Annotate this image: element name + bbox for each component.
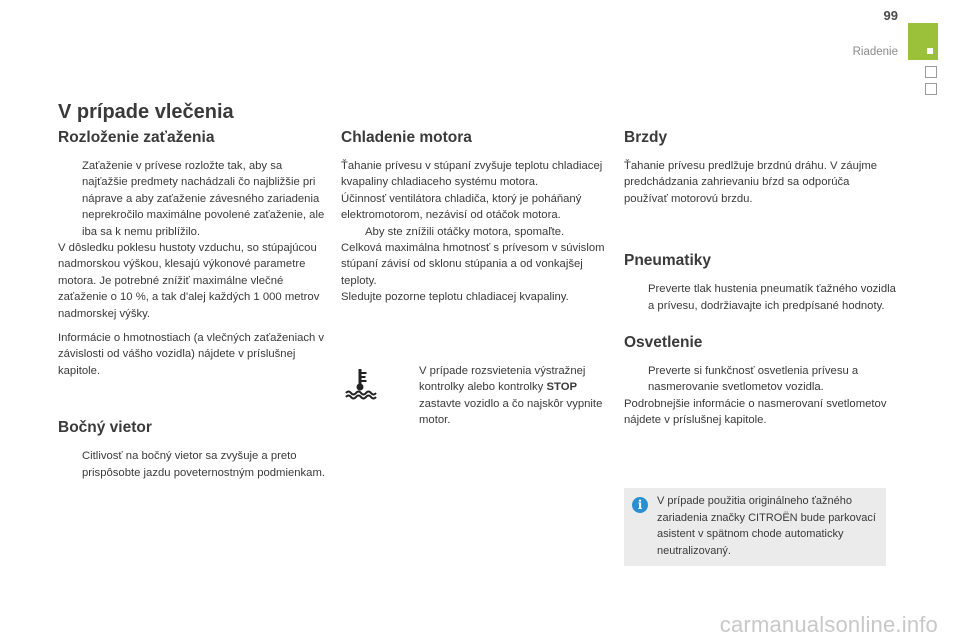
paragraph: Podrobnejšie informácie o nasmerovaní svetlometov nájdete v príslušnej kapitole. bbox=[624, 397, 887, 427]
bullet-text bbox=[419, 363, 605, 429]
bullet-text: Citlivosť na bočný vietor sa zvyšuje a preto prispôsobte jazdu poveternostným podmienkam. bbox=[82, 450, 326, 479]
bullet-item bbox=[395, 363, 605, 429]
heading-brakes: Brzdy bbox=[624, 129, 668, 146]
bullet-item bbox=[624, 281, 896, 314]
paragraph: Informácie o hmotnostiach (a vlečných zaťaženiach v závislosti od vášho vozidla) nájdete v príslušnej kapitole. bbox=[58, 332, 325, 377]
page-number: 99 bbox=[883, 8, 898, 23]
chapter-marker-box bbox=[925, 83, 937, 95]
section-name: Riadenie bbox=[852, 46, 898, 58]
paragraph: Ťahanie prívesu predlžuje brzdnú dráhu. V záujme predchádzania zahrievaniu bŕzd sa odporúča používať motorovú brzdu. bbox=[624, 160, 878, 205]
info-note bbox=[624, 488, 886, 566]
bullet-text: Preverte tlak hustenia pneumatík ťažného vozidla a prívesu, dodržiavajte ich predpísané hodnoty. bbox=[648, 283, 896, 312]
paragraph: V dôsledku poklesu hustoty vzduchu, so stúpajúcou nadmorskou výškou, klesajú výkonové parametre motora. Je potrebné znížiť maximálne vlečné zaťaženie o 10 %, a tak d'alej každých 1 000 metrov nadmorskej výšky. bbox=[58, 242, 320, 320]
paragraph: Sledujte pozorne teplotu chladiacej kvapaliny. bbox=[341, 291, 569, 304]
bullet-item bbox=[341, 224, 613, 240]
heading-lighting: Osvetlenie bbox=[624, 334, 703, 352]
bullet-marker bbox=[58, 448, 82, 481]
paragraph: Účinnosť ventilátora chladiča, ktorý je poháňaný elektromotorom, nezávisí od otáčok motora. bbox=[341, 192, 582, 222]
paragraph: Celková maximálna hmotnosť s prívesom v súvislom stúpaní závisí od sklonu stúpania a od vonkajšej teploty. bbox=[341, 242, 605, 287]
bullet-text: Zaťaženie v prívese rozložte tak, aby sa najťažšie predmety nachádzali čo najbližšie pri náprave a aby zaťaženie závesného zariadenia neprekročilo maximálne povolené zaťaženie, ale iba sa k nemu priblížilo. bbox=[82, 160, 325, 238]
heading-crosswind: Bočný vietor bbox=[58, 419, 152, 437]
bullet-marker bbox=[624, 363, 648, 396]
chapter-tab bbox=[908, 23, 938, 60]
warning-note bbox=[341, 363, 613, 435]
watermark: carmanualsonline.info bbox=[719, 612, 938, 637]
stop-label: STOP bbox=[546, 381, 578, 394]
coolant-temperature-icon bbox=[343, 366, 377, 400]
bullet-item bbox=[624, 363, 896, 396]
heading-tyres: Pneumatiky bbox=[624, 252, 712, 270]
warning-text-end: zastavte vozidlo a čo najskôr vypnite motor. bbox=[419, 397, 603, 427]
bullet-item bbox=[58, 448, 328, 481]
column-middle bbox=[341, 129, 613, 306]
bullet-marker bbox=[58, 158, 82, 240]
page-title: V prípade vlečenia bbox=[58, 101, 234, 123]
paragraph: Ťahanie prívesu v stúpaní zvyšuje teplotu chladiacej kvapaliny chladiaceho systému motora. bbox=[341, 160, 603, 189]
bullet-text: Aby ste znížili otáčky motora, spomaľte. bbox=[365, 225, 565, 238]
column-left bbox=[58, 129, 328, 481]
bullet-item bbox=[58, 158, 328, 240]
bullet-marker bbox=[395, 363, 419, 429]
info-text: V prípade použitia originálneho ťažného zariadenia značky CITROËN bude parkovací asistent v spätnom chode automaticky neutralizovaný. bbox=[657, 495, 876, 557]
heading-load-distribution: Rozloženie zaťaženia bbox=[58, 129, 215, 146]
bullet-marker bbox=[341, 224, 365, 240]
column-right bbox=[624, 129, 896, 429]
bullet-text: Preverte si funkčnosť osvetlenia prívesu a nasmerovanie svetlometov vozidla. bbox=[648, 365, 859, 394]
bullet-marker bbox=[624, 281, 648, 314]
chapter-marker-box bbox=[925, 66, 937, 78]
heading-engine-cooling: Chladenie motora bbox=[341, 129, 472, 146]
warning-text-start: V prípade rozsvietenia výstražnej kontrolky alebo kontrolky bbox=[419, 365, 586, 394]
info-icon: i bbox=[632, 497, 648, 513]
